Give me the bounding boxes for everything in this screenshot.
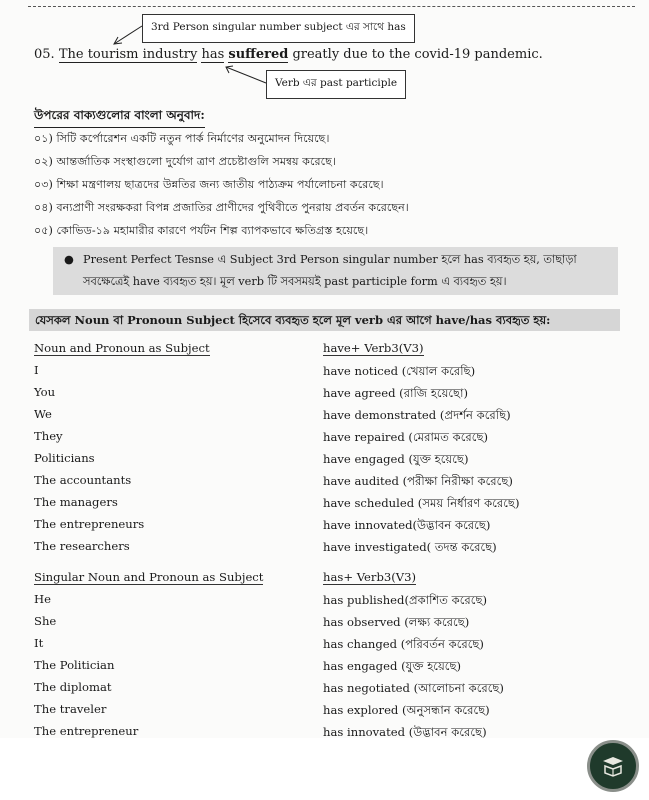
- subject-cell: You: [34, 385, 56, 399]
- logo-icon: [587, 740, 639, 792]
- verb-cell: has published(প্রকাশিত করেছে): [323, 593, 488, 607]
- subject-cell: He: [34, 592, 51, 606]
- subject-cell: The researchers: [34, 539, 130, 553]
- translation-item: ০৪) বন্যপ্রাণী সংরক্ষকরা বিপন্ন প্রজাতির প্রাণীদের পুথিবীতে পুনরায় প্রবর্তন করেছেন।: [34, 201, 409, 214]
- example-subject: The tourism industry: [58, 47, 198, 62]
- subject-cell: They: [34, 429, 63, 443]
- header-verb: has+ Verb3(V3): [323, 570, 417, 584]
- subject-cell: The entrepreneur: [34, 724, 139, 738]
- verb-cell: have repaired (মেরামত করেছে): [323, 430, 489, 444]
- translation-item: ০২) আন্তর্জাতিক সংস্থাগুলো দুর্যোগ ত্রাণ প্রচেষ্টাগুলি সমন্বয় করেছে।: [34, 155, 336, 168]
- callout-subject-note: 3rd Person singular number subject এর সাথে has: [142, 14, 415, 43]
- example-verb: suffered: [228, 47, 289, 62]
- verb-cell: have noticed (খেয়াল করেছি): [323, 364, 476, 378]
- subject-cell: The managers: [34, 495, 118, 509]
- subject-cell: The entrepreneurs: [34, 517, 145, 531]
- subject-cell: The Politician: [34, 658, 115, 672]
- translation-item: ০১) সিটি কর্পোরেশন একটি নতুন পার্ক নির্মাণের অনুমোদন দিয়েছে।: [34, 132, 330, 145]
- verb-cell: has negotiated (আলোচনা করেছে): [323, 681, 504, 695]
- example-aux: has: [201, 47, 225, 62]
- rule-note-line1: Present Perfect Tesnse এ Subject 3rd Person singular number হলে has ব্যবহৃত হয়, তাছাড়া: [83, 253, 577, 266]
- verb-cell: has changed (পরিবর্তন করেছে): [323, 637, 484, 651]
- rule-note-line2: সবক্ষেত্রেই have ব্যবহৃত হয়। মূল verb টি সবসময়ই past participle form এ ব্যবহৃত হয়।: [83, 275, 507, 288]
- subject-cell: It: [34, 636, 44, 650]
- translation-list: [34, 127, 409, 242]
- header-subject: Singular Noun and Pronoun as Subject: [34, 570, 264, 584]
- translation-item: ০৩) শিক্ষা মন্ত্রণালয় ছাত্রদের উন্নতির জন্য জাতীয় পাঠ্যক্রম পর্যালোচনা করেছে।: [34, 178, 384, 191]
- example-rest: greatly due to the covid-19 pandemic.: [292, 47, 543, 62]
- translation-item: ০৫) কোভিড-১৯ মহামারীর কারণে পর্যটন শিল্প ব্যাপকভাবে ক্ষতিগ্রস্ত হয়েছে।: [34, 224, 369, 237]
- verb-cell: have demonstrated (প্রদর্শন করেছি): [323, 408, 511, 422]
- verb-cell: have audited (পরীক্ষা নিরীক্ষা করেছে): [323, 474, 513, 488]
- verb-cell: has innovated (উদ্ভাবন করেছে): [323, 725, 487, 738]
- subject-cell: The diplomat: [34, 680, 112, 694]
- verb-cell: has explored (অনুসন্ধান করেছে): [323, 703, 490, 717]
- section-band: যেসকল Noun বা Pronoun Subject হিসেবে ব্যবহৃত হলে মূল verb এর আগে have/has ব্যবহৃত হয়:: [29, 309, 620, 331]
- verb-cell: have engaged (যুক্ত হয়েছে): [323, 452, 469, 466]
- translation-heading: উপরের বাক্যগুলোর বাংলা অনুবাদ:: [34, 107, 205, 128]
- verb-cell: has engaged (যুক্ত হয়েছে): [323, 659, 462, 673]
- header-subject: Noun and Pronoun as Subject: [34, 341, 210, 355]
- subject-cell: The accountants: [34, 473, 132, 487]
- subject-cell: We: [34, 407, 52, 421]
- example-sentence: [34, 47, 543, 62]
- subject-cell: The traveler: [34, 702, 107, 716]
- rule-note: [53, 247, 618, 295]
- verb-cell: have scheduled (সময় নির্ধারণ করেছে): [323, 496, 520, 510]
- bullet-icon: ●: [64, 253, 74, 266]
- subject-cell: She: [34, 614, 57, 628]
- header-verb: have+ Verb3(V3): [323, 341, 424, 355]
- verb-cell: have agreed (রাজি হয়েছো): [323, 386, 468, 400]
- verb-cell: have investigated( তদন্ত করেছে): [323, 540, 497, 554]
- verb-cell: have innovated(উদ্ভাবন করেছে): [323, 518, 491, 532]
- verb-cell: has observed (লক্ষ্য করেছে): [323, 615, 470, 629]
- subject-cell: Politicians: [34, 451, 95, 465]
- example-number: 05.: [34, 47, 55, 62]
- callout-verb-note: Verb এর past participle: [266, 70, 406, 99]
- subject-cell: I: [34, 363, 39, 377]
